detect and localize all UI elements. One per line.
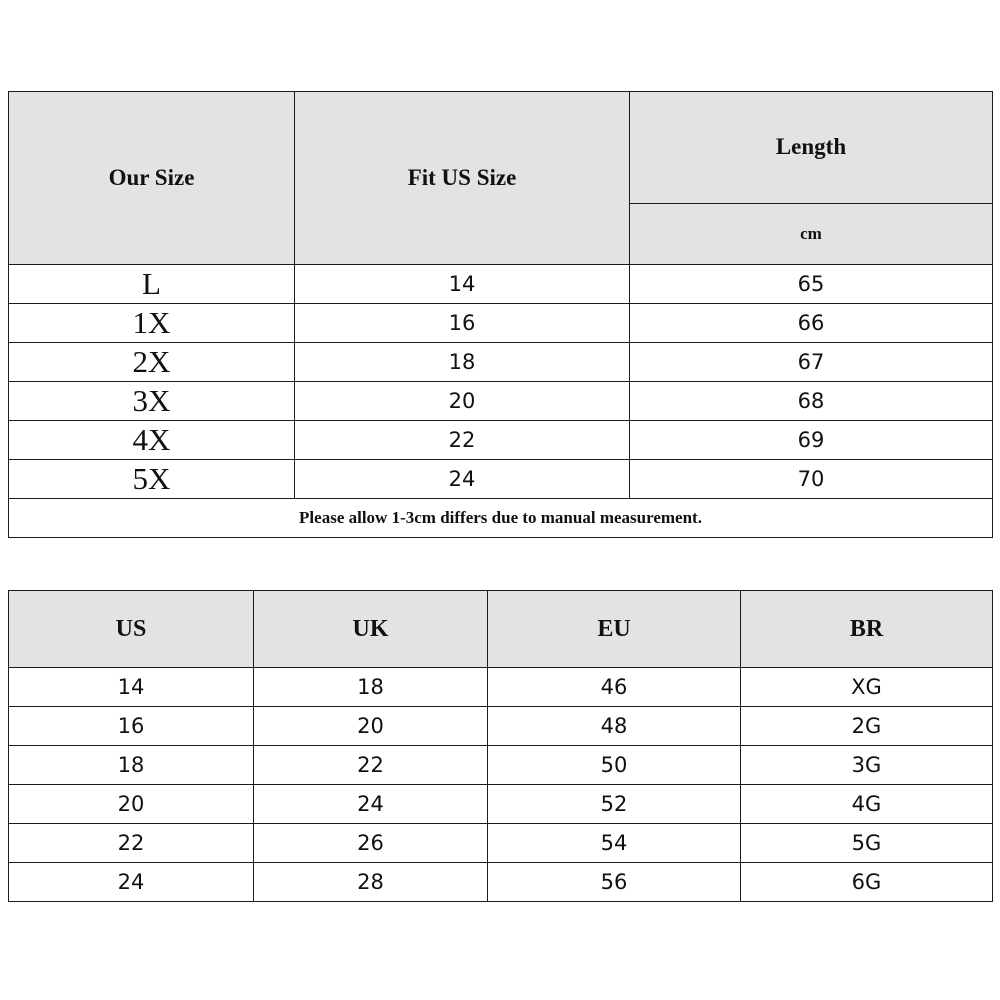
table-row [9, 343, 993, 382]
table-row [9, 421, 993, 460]
fit-us-cell: 16 [295, 304, 630, 343]
our-size-cell: 4X [9, 421, 295, 460]
length-cell: 68 [630, 382, 993, 421]
table-row [9, 863, 993, 902]
length-cell: 65 [630, 265, 993, 304]
eu-cell: 54 [488, 824, 741, 863]
uk-cell: 26 [254, 824, 488, 863]
table-row [9, 382, 993, 421]
header-length: Length [630, 92, 993, 204]
table-row [9, 460, 993, 499]
our-size-cell: 5X [9, 460, 295, 499]
us-cell: 20 [9, 785, 254, 824]
uk-cell: 18 [254, 668, 488, 707]
eu-cell: 48 [488, 707, 741, 746]
uk-cell: 22 [254, 746, 488, 785]
br-cell: 5G [741, 824, 993, 863]
header-our-size: Our Size [9, 92, 295, 265]
fit-us-cell: 14 [295, 265, 630, 304]
uk-cell: 24 [254, 785, 488, 824]
header-eu: EU [488, 591, 741, 668]
length-cell: 66 [630, 304, 993, 343]
fit-us-cell: 20 [295, 382, 630, 421]
eu-cell: 56 [488, 863, 741, 902]
us-cell: 18 [9, 746, 254, 785]
br-cell: 6G [741, 863, 993, 902]
length-cell: 70 [630, 460, 993, 499]
size-chart-table [8, 91, 993, 538]
table-row [9, 668, 993, 707]
size-conversion-table [8, 590, 993, 902]
table-row [9, 304, 993, 343]
us-cell: 22 [9, 824, 254, 863]
table-row [9, 785, 993, 824]
eu-cell: 46 [488, 668, 741, 707]
uk-cell: 28 [254, 863, 488, 902]
eu-cell: 52 [488, 785, 741, 824]
fit-us-cell: 18 [295, 343, 630, 382]
br-cell: XG [741, 668, 993, 707]
our-size-cell: 1X [9, 304, 295, 343]
us-cell: 16 [9, 707, 254, 746]
eu-cell: 50 [488, 746, 741, 785]
fit-us-cell: 24 [295, 460, 630, 499]
header-uk: UK [254, 591, 488, 668]
length-cell: 69 [630, 421, 993, 460]
measurement-note: Please allow 1-3cm differs due to manual measurement. [9, 499, 993, 538]
our-size-cell: 2X [9, 343, 295, 382]
our-size-cell: L [9, 265, 295, 304]
us-cell: 14 [9, 668, 254, 707]
uk-cell: 20 [254, 707, 488, 746]
br-cell: 4G [741, 785, 993, 824]
header-fit-us-size: Fit US Size [295, 92, 630, 265]
table-row [9, 707, 993, 746]
br-cell: 3G [741, 746, 993, 785]
header-length-unit: cm [630, 203, 993, 264]
length-cell: 67 [630, 343, 993, 382]
table-row [9, 824, 993, 863]
table-row [9, 746, 993, 785]
table-row [9, 265, 993, 304]
header-br: BR [741, 591, 993, 668]
our-size-cell: 3X [9, 382, 295, 421]
header-us: US [9, 591, 254, 668]
fit-us-cell: 22 [295, 421, 630, 460]
br-cell: 2G [741, 707, 993, 746]
us-cell: 24 [9, 863, 254, 902]
